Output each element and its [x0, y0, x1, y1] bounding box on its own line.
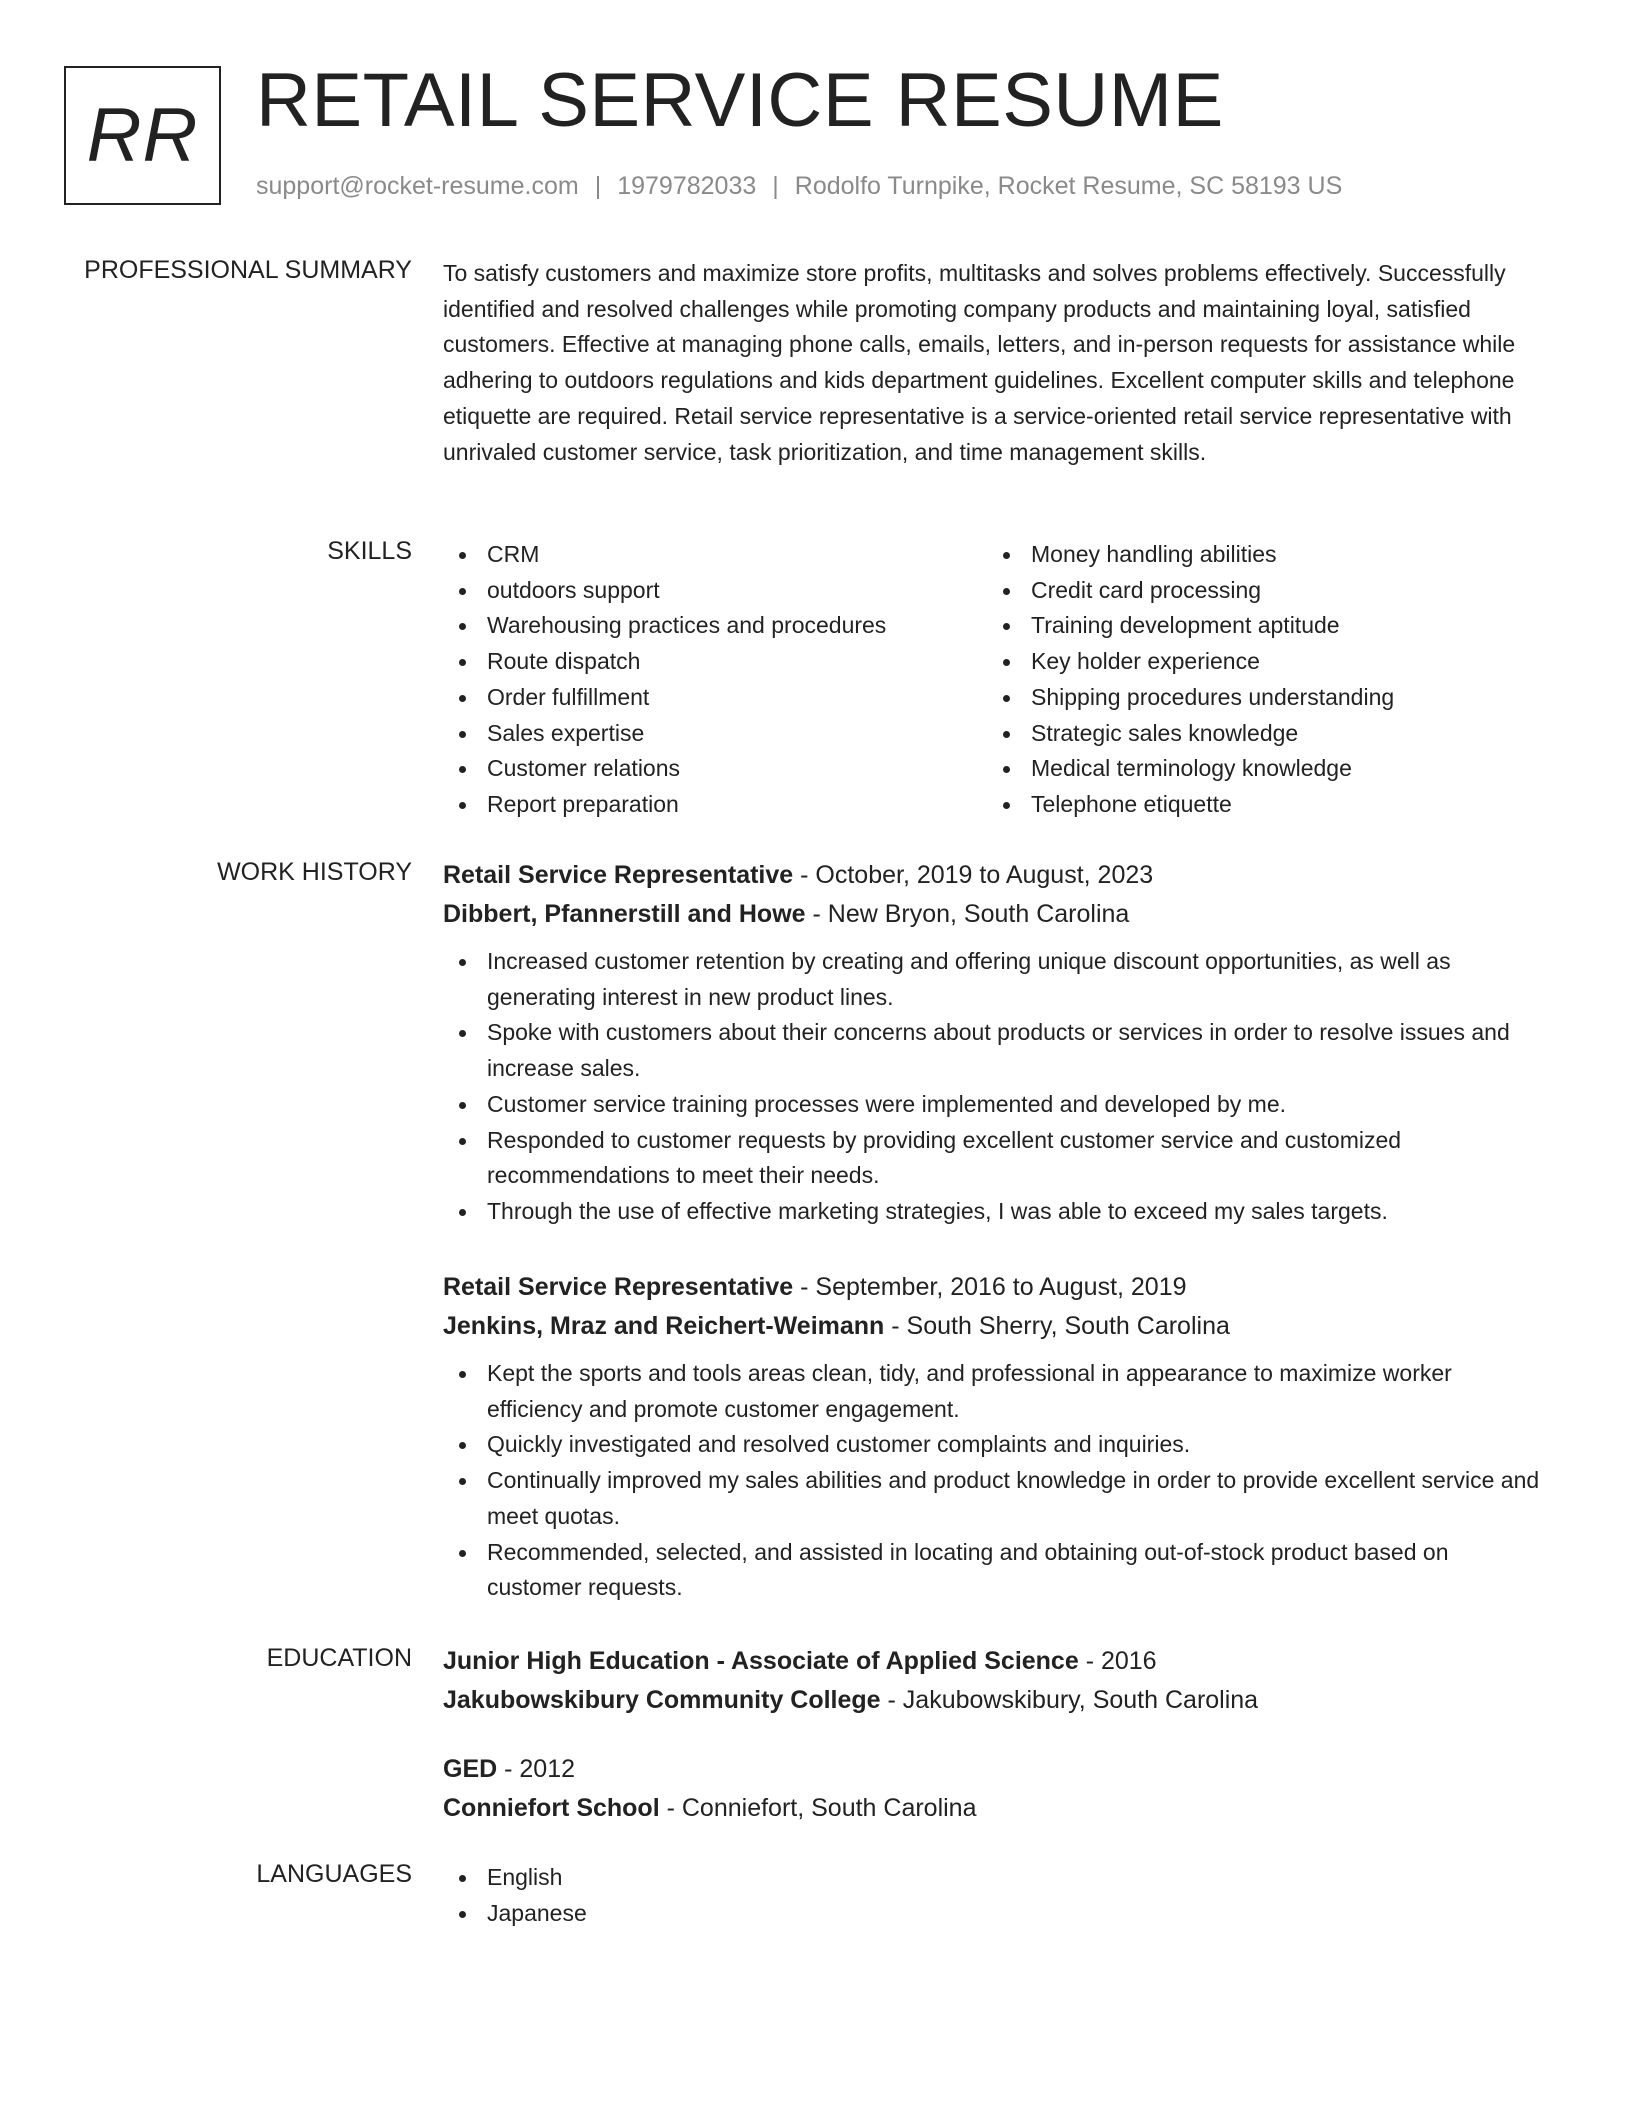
job-location: - South Sherry, South Carolina: [884, 1312, 1230, 1340]
skill-item: Credit card processing: [987, 573, 1527, 609]
job-bullet: Kept the sports and tools areas clean, tidy, and professional in appearance to maximize worker efficiency and promote customer engagement.: [443, 1356, 1543, 1427]
skill-item: Report preparation: [443, 787, 983, 823]
skill-item: Warehousing practices and procedures: [443, 608, 983, 644]
education-school-line: [443, 1789, 1543, 1828]
education-year: - 2012: [497, 1755, 576, 1783]
contact-separator: |: [772, 172, 779, 200]
education-school: Conniefort School: [443, 1794, 660, 1822]
skill-item: Shipping procedures understanding: [987, 680, 1527, 716]
job-bullet: Recommended, selected, and assisted in locating and obtaining out-of-stock product based on customer requests.: [443, 1535, 1543, 1606]
job-bullet: Through the use of effective marketing strategies, I was able to exceed my sales targets.: [443, 1194, 1543, 1230]
skill-item: Strategic sales knowledge: [987, 716, 1527, 752]
skill-item: Sales expertise: [443, 716, 983, 752]
job-bullet: Responded to customer requests by providing excellent customer service and customized recommendations to meet their needs.: [443, 1123, 1543, 1194]
contact-line: [256, 172, 1342, 201]
monogram-logo: RR: [64, 66, 221, 205]
skill-item: Medical terminology knowledge: [987, 751, 1527, 787]
education-location: - Conniefort, South Carolina: [659, 1794, 977, 1822]
job-bullet: Continually improved my sales abilities and product knowledge in order to provide excellent service and meet quotas.: [443, 1463, 1543, 1534]
education-degree: GED: [443, 1755, 498, 1783]
job-company: Dibbert, Pfannerstill and Howe: [443, 900, 806, 928]
skill-item: outdoors support: [443, 573, 983, 609]
contact-separator: |: [594, 172, 602, 200]
job-bullets: [443, 1356, 1543, 1606]
job-title-line: [443, 1268, 1543, 1307]
job-bullet: Quickly investigated and resolved customer complaints and inquiries.: [443, 1427, 1543, 1463]
job-company: Jenkins, Mraz and Reichert-Weimann: [443, 1312, 885, 1340]
skills-list-right: [987, 537, 1527, 823]
contact-phone[interactable]: 1979782033: [617, 172, 757, 200]
job-title: Retail Service Representative: [443, 1273, 794, 1301]
job-bullets: [443, 944, 1543, 1230]
education-school-line: [443, 1681, 1543, 1720]
job-title-line: [443, 856, 1543, 895]
job-entry: [443, 1268, 1543, 1606]
section-label-education: EDUCATION: [266, 1644, 412, 1672]
job-location: - New Bryon, South Carolina: [805, 900, 1130, 928]
section-label-skills: SKILLS: [327, 537, 412, 565]
education-degree-line: [443, 1642, 1543, 1681]
skill-item: Telephone etiquette: [987, 787, 1527, 823]
job-bullet: Spoke with customers about their concerns about products or services in order to resolve issues and increase sales.: [443, 1015, 1543, 1086]
language-item: Japanese: [443, 1896, 1543, 1932]
job-bullet: Increased customer retention by creating and offering unique discount opportunities, as well as generating interest in new product lines.: [443, 944, 1543, 1015]
language-item: English: [443, 1860, 1543, 1896]
education-location: - Jakubowskibury, South Carolina: [880, 1686, 1259, 1714]
job-bullet: Customer service training processes were implemented and developed by me.: [443, 1087, 1543, 1123]
section-label-work: WORK HISTORY: [217, 858, 412, 886]
job-dates: - October, 2019 to August, 2023: [793, 861, 1154, 889]
job-company-line: [443, 895, 1543, 934]
job-dates: - September, 2016 to August, 2019: [793, 1273, 1187, 1301]
skill-item: Key holder experience: [987, 644, 1527, 680]
section-label-summary: PROFESSIONAL SUMMARY: [84, 256, 412, 284]
education-entry: [443, 1750, 1543, 1828]
section-label-languages: LANGUAGES: [256, 1860, 412, 1888]
skill-item: Route dispatch: [443, 644, 983, 680]
skill-item: Customer relations: [443, 751, 983, 787]
skill-item: Order fulfillment: [443, 680, 983, 716]
education-entry: [443, 1642, 1543, 1720]
education-year: - 2016: [1078, 1647, 1157, 1675]
summary-text: To satisfy customers and maximize store profits, multitasks and solves problems effectively. Successfully identified and resolved challenges while promoting company products and maintaining loyal, satisfied customers. Effective at managing phone calls, emails, letters, and in-person requests for assistance while adhering to outdoors regulations and kids department guidelines. Excellent computer skills and telephone etiquette are required. Retail service representative is a service-oriented retail service representative with unrivaled customer service, task prioritization, and time management skills.: [443, 260, 1516, 465]
job-entry: [443, 856, 1543, 1230]
education-degree: Junior High Education - Associate of Applied Science: [443, 1647, 1079, 1675]
resume-title: RETAIL SERVICE RESUME: [256, 58, 1224, 143]
skills-list-left: [443, 537, 983, 823]
languages-list: [443, 1860, 1543, 1931]
skill-item: Money handling abilities: [987, 537, 1527, 573]
job-title: Retail Service Representative: [443, 861, 794, 889]
education-school: Jakubowskibury Community College: [443, 1686, 881, 1714]
contact-address: Rodolfo Turnpike, Rocket Resume, SC 58193 US: [794, 172, 1343, 200]
skill-item: Training development aptitude: [987, 608, 1527, 644]
contact-email[interactable]: support@rocket-resume.com: [256, 172, 579, 200]
job-company-line: [443, 1307, 1543, 1346]
education-degree-line: [443, 1750, 1543, 1789]
skill-item: CRM: [443, 537, 983, 573]
